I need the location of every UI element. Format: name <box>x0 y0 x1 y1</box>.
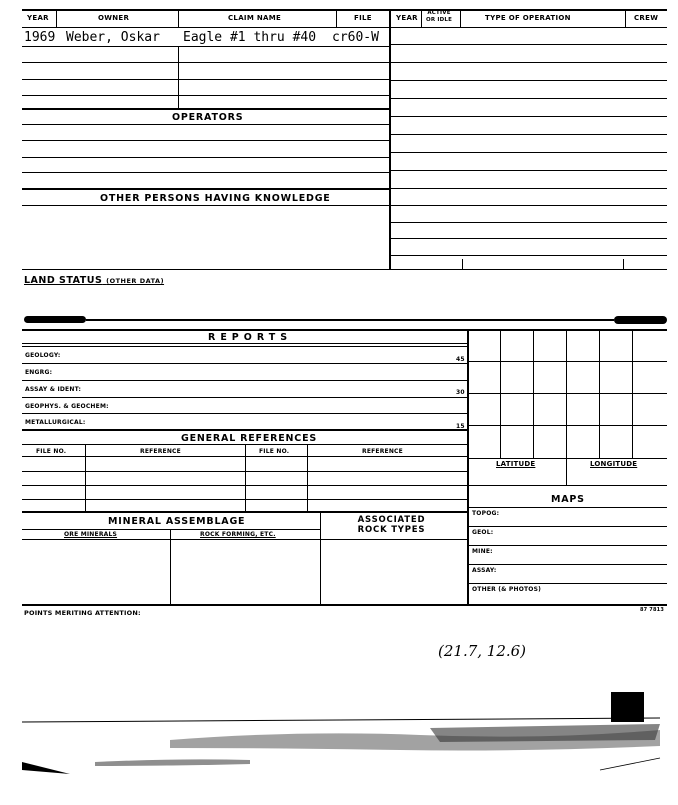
map-other: OTHER (& PHOTOS) <box>472 586 542 593</box>
map-mine: MINE: <box>472 548 493 555</box>
handwritten-coordinates: (21.7, 12.6) <box>438 642 527 660</box>
general-references-title: GENERAL REFERENCES <box>181 433 317 444</box>
points-meriting-attention: POINTS MERITING ATTENTION: <box>24 609 141 617</box>
header-file: FILE <box>354 14 372 22</box>
header-year: YEAR <box>27 14 49 22</box>
land-status-label: LAND STATUS <box>24 275 103 286</box>
report-geology-label: GEOLOGY: <box>25 352 61 359</box>
gr-file-no-1: FILE NO. <box>36 448 67 455</box>
entry-owner: Weber, Oskar <box>66 30 160 45</box>
latitude-label: LATITUDE <box>496 460 536 468</box>
land-status-sub: (OTHER DATA) <box>106 277 165 285</box>
report-geology-number: 45 <box>456 356 465 363</box>
gr-reference-1: REFERENCE <box>140 448 181 455</box>
entry-year: 1969 <box>24 30 56 45</box>
map-geol: GEOL: <box>472 529 494 536</box>
report-metallurgical-label: METALLURGICAL: <box>25 419 86 426</box>
other-persons-label: OTHER PERSONS HAVING KNOWLEDGE <box>100 193 331 204</box>
mineral-assemblage-title: MINERAL ASSEMBLAGE <box>108 516 246 527</box>
report-assay-label: ASSAY & IDENT: <box>25 386 82 393</box>
header-owner: OWNER <box>98 14 130 22</box>
report-metallurgical-number: 15 <box>456 423 465 430</box>
associated-rock-types: ASSOCIATED ROCK TYPES <box>357 515 426 535</box>
map-topog: TOPOG: <box>472 510 500 517</box>
entry-claim-name: Eagle #1 thru #40 <box>183 30 317 45</box>
gr-file-no-2: FILE NO. <box>259 448 290 455</box>
header-type-of-operation: TYPE OF OPERATION <box>485 14 571 22</box>
map-assay: ASSAY: <box>472 567 497 574</box>
operators-label: OPERATORS <box>172 112 244 123</box>
reports-title: REPORTS <box>208 332 293 343</box>
report-engrg-label: ENGRG: <box>25 369 53 376</box>
maps-title: MAPS <box>551 494 585 505</box>
header-crew: CREW <box>634 14 659 22</box>
report-geophys-label: GEOPHYS. & GEOCHEM: <box>25 403 109 410</box>
report-assay-number: 30 <box>456 389 465 396</box>
ore-minerals-label: ORE MINERALS <box>64 531 118 538</box>
header-year-2: YEAR <box>396 14 418 22</box>
rock-forming-label: ROCK FORMING, ETC. <box>200 531 276 538</box>
gr-reference-2: REFERENCE <box>362 448 403 455</box>
entry-file: cr60-W <box>332 30 379 45</box>
header-claim-name: CLAIM NAME <box>228 14 282 22</box>
longitude-label: LONGITUDE <box>590 460 638 468</box>
header-active-idle: ACTIVE OR IDLE <box>425 10 453 23</box>
form-number: 87 7813 <box>640 607 665 613</box>
